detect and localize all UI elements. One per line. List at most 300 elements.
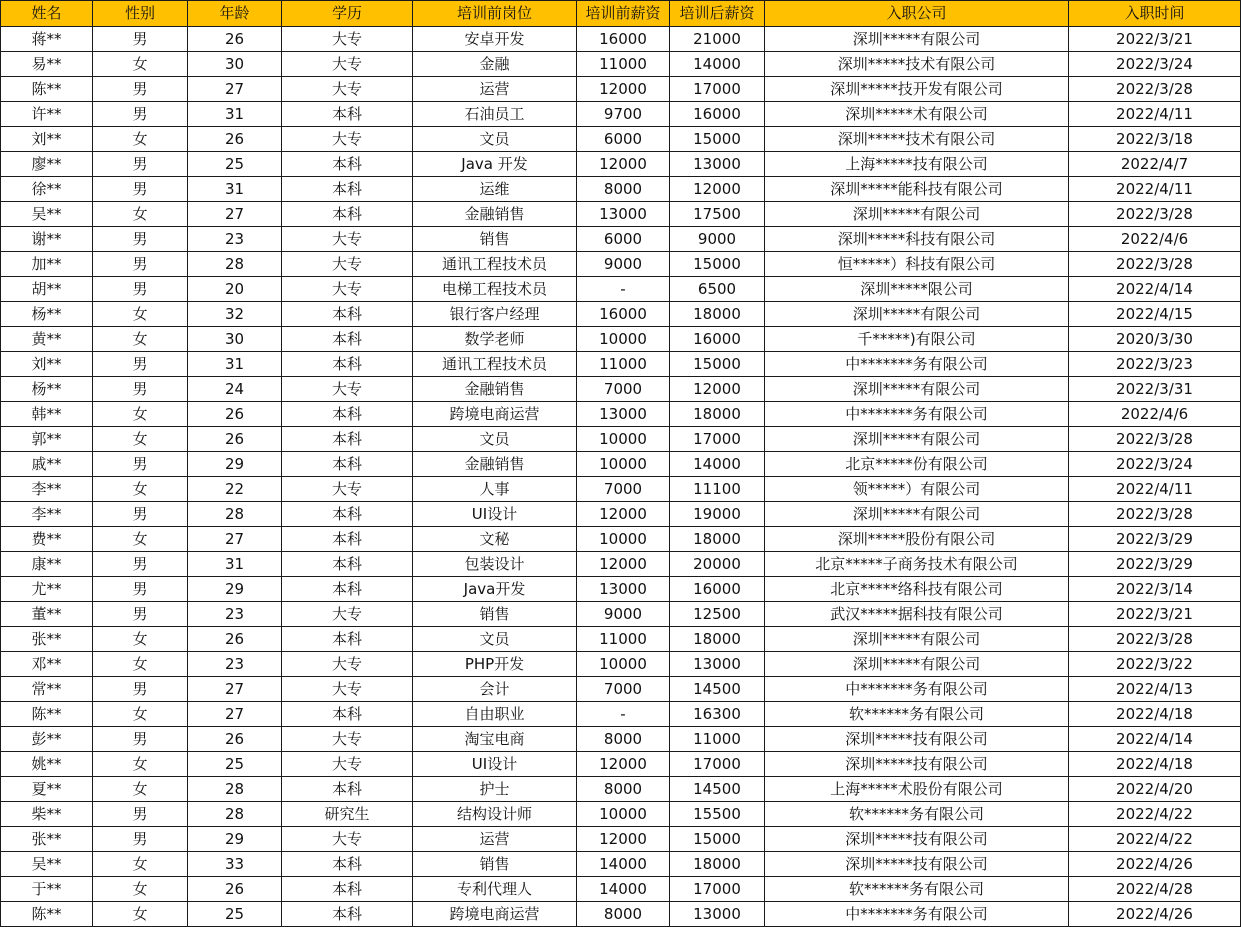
cell-age: 20: [188, 277, 282, 302]
cell-education: 本科: [282, 702, 413, 727]
cell-salary-before: 6000: [577, 127, 670, 152]
cell-company: 软******务有限公司: [765, 702, 1069, 727]
cell-salary-before: 10000: [577, 527, 670, 552]
cell-prev-position: 销售: [413, 602, 577, 627]
cell-salary-before: 12000: [577, 752, 670, 777]
cell-education: 大专: [282, 227, 413, 252]
cell-salary-after: 17000: [670, 752, 765, 777]
cell-prev-position: 护士: [413, 777, 577, 802]
cell-gender: 男: [93, 827, 188, 852]
cell-hire-date: 2022/3/23: [1069, 352, 1241, 377]
table-row: [1, 352, 1241, 377]
cell-hire-date: 2022/3/29: [1069, 552, 1241, 577]
cell-age: 23: [188, 227, 282, 252]
cell-salary-after: 14000: [670, 452, 765, 477]
cell-gender: 男: [93, 27, 188, 52]
cell-prev-position: 文员: [413, 127, 577, 152]
cell-hire-date: 2022/4/11: [1069, 177, 1241, 202]
cell-salary-before: 10000: [577, 327, 670, 352]
cell-gender: 男: [93, 502, 188, 527]
cell-gender: 男: [93, 277, 188, 302]
cell-company: 深圳*****技术有限公司: [765, 52, 1069, 77]
cell-prev-position: 包装设计: [413, 552, 577, 577]
cell-salary-after: 17000: [670, 77, 765, 102]
cell-name: 加**: [1, 252, 93, 277]
cell-age: 25: [188, 152, 282, 177]
cell-prev-position: 银行客户经理: [413, 302, 577, 327]
cell-gender: 女: [93, 402, 188, 427]
cell-salary-after: 16000: [670, 577, 765, 602]
table-row: [1, 577, 1241, 602]
cell-name: 徐**: [1, 177, 93, 202]
cell-hire-date: 2022/4/18: [1069, 752, 1241, 777]
cell-education: 大专: [282, 252, 413, 277]
cell-education: 本科: [282, 427, 413, 452]
cell-gender: 女: [93, 302, 188, 327]
cell-company: 深圳*****限公司: [765, 277, 1069, 302]
cell-company: 深圳*****股份有限公司: [765, 527, 1069, 552]
cell-education: 本科: [282, 527, 413, 552]
table-row: [1, 227, 1241, 252]
table-row: [1, 427, 1241, 452]
cell-age: 22: [188, 477, 282, 502]
cell-company: 软******务有限公司: [765, 877, 1069, 902]
cell-gender: 女: [93, 627, 188, 652]
cell-age: 26: [188, 27, 282, 52]
cell-hire-date: 2022/3/22: [1069, 652, 1241, 677]
cell-salary-before: 13000: [577, 202, 670, 227]
cell-prev-position: 电梯工程技术员: [413, 277, 577, 302]
cell-gender: 女: [93, 752, 188, 777]
cell-salary-before: 10000: [577, 802, 670, 827]
cell-gender: 男: [93, 802, 188, 827]
header-company: 入职公司: [765, 1, 1069, 27]
cell-name: 黄**: [1, 327, 93, 352]
cell-age: 30: [188, 52, 282, 77]
cell-age: 29: [188, 452, 282, 477]
cell-education: 本科: [282, 452, 413, 477]
cell-salary-after: 18000: [670, 852, 765, 877]
cell-education: 本科: [282, 327, 413, 352]
cell-prev-position: 会计: [413, 677, 577, 702]
cell-age: 28: [188, 802, 282, 827]
cell-name: 李**: [1, 502, 93, 527]
cell-hire-date: 2022/4/22: [1069, 802, 1241, 827]
cell-salary-before: 12000: [577, 77, 670, 102]
cell-hire-date: 2022/4/22: [1069, 827, 1241, 852]
cell-prev-position: 运营: [413, 827, 577, 852]
cell-hire-date: 2022/4/6: [1069, 402, 1241, 427]
cell-name: 谢**: [1, 227, 93, 252]
cell-salary-before: -: [577, 277, 670, 302]
cell-salary-after: 16000: [670, 102, 765, 127]
cell-salary-after: 14500: [670, 777, 765, 802]
cell-salary-before: 13000: [577, 402, 670, 427]
cell-education: 本科: [282, 577, 413, 602]
cell-hire-date: 2022/3/29: [1069, 527, 1241, 552]
cell-salary-after: 15000: [670, 352, 765, 377]
cell-name: 吴**: [1, 202, 93, 227]
cell-gender: 女: [93, 327, 188, 352]
cell-name: 康**: [1, 552, 93, 577]
cell-prev-position: Java开发: [413, 577, 577, 602]
cell-education: 本科: [282, 852, 413, 877]
cell-gender: 男: [93, 677, 188, 702]
cell-gender: 男: [93, 452, 188, 477]
cell-hire-date: 2022/3/21: [1069, 27, 1241, 52]
cell-salary-after: 17000: [670, 877, 765, 902]
cell-salary-before: 10000: [577, 652, 670, 677]
cell-education: 本科: [282, 552, 413, 577]
cell-company: 北京*****络科技有限公司: [765, 577, 1069, 602]
cell-age: 31: [188, 352, 282, 377]
cell-hire-date: 2022/3/28: [1069, 202, 1241, 227]
cell-education: 大专: [282, 277, 413, 302]
cell-hire-date: 2022/4/13: [1069, 677, 1241, 702]
cell-hire-date: 2022/3/21: [1069, 602, 1241, 627]
cell-salary-before: 16000: [577, 302, 670, 327]
cell-salary-before: 8000: [577, 902, 670, 927]
cell-salary-before: 10000: [577, 452, 670, 477]
cell-company: 中*******务有限公司: [765, 902, 1069, 927]
cell-age: 31: [188, 552, 282, 577]
table-row: [1, 202, 1241, 227]
cell-name: 李**: [1, 477, 93, 502]
header-row: [1, 1, 1241, 27]
cell-age: 30: [188, 327, 282, 352]
cell-salary-after: 21000: [670, 27, 765, 52]
table-row: [1, 652, 1241, 677]
cell-salary-after: 11100: [670, 477, 765, 502]
cell-salary-before: 9000: [577, 252, 670, 277]
cell-prev-position: 通讯工程技术员: [413, 352, 577, 377]
cell-gender: 男: [93, 227, 188, 252]
table-row: [1, 477, 1241, 502]
cell-hire-date: 2022/4/14: [1069, 727, 1241, 752]
cell-gender: 男: [93, 727, 188, 752]
cell-age: 33: [188, 852, 282, 877]
table-row: [1, 77, 1241, 102]
cell-name: 廖**: [1, 152, 93, 177]
cell-company: 武汉*****据科技有限公司: [765, 602, 1069, 627]
cell-salary-before: 9000: [577, 602, 670, 627]
cell-age: 27: [188, 527, 282, 552]
cell-company: 深圳*****技有限公司: [765, 727, 1069, 752]
cell-hire-date: 2022/4/28: [1069, 877, 1241, 902]
cell-company: 恒*****）科技有限公司: [765, 252, 1069, 277]
cell-salary-after: 16300: [670, 702, 765, 727]
cell-name: 张**: [1, 627, 93, 652]
cell-name: 邓**: [1, 652, 93, 677]
cell-salary-after: 12000: [670, 177, 765, 202]
cell-salary-after: 15000: [670, 252, 765, 277]
cell-age: 29: [188, 827, 282, 852]
cell-gender: 男: [93, 552, 188, 577]
cell-hire-date: 2022/4/26: [1069, 902, 1241, 927]
cell-age: 31: [188, 177, 282, 202]
table-row: [1, 452, 1241, 477]
cell-education: 本科: [282, 202, 413, 227]
cell-salary-after: 18000: [670, 402, 765, 427]
cell-name: 费**: [1, 527, 93, 552]
table-row: [1, 327, 1241, 352]
cell-hire-date: 2022/3/18: [1069, 127, 1241, 152]
table-body: [1, 27, 1241, 927]
cell-prev-position: 金融销售: [413, 377, 577, 402]
cell-education: 研究生: [282, 802, 413, 827]
cell-salary-before: 16000: [577, 27, 670, 52]
cell-age: 27: [188, 202, 282, 227]
cell-name: 胡**: [1, 277, 93, 302]
cell-salary-before: 11000: [577, 52, 670, 77]
cell-company: 上海*****术股份有限公司: [765, 777, 1069, 802]
cell-name: 董**: [1, 602, 93, 627]
table-row: [1, 27, 1241, 52]
cell-hire-date: 2022/4/14: [1069, 277, 1241, 302]
cell-prev-position: 安卓开发: [413, 27, 577, 52]
cell-education: 大专: [282, 377, 413, 402]
cell-education: 大专: [282, 602, 413, 627]
cell-hire-date: 2022/3/28: [1069, 77, 1241, 102]
cell-hire-date: 2022/4/11: [1069, 477, 1241, 502]
cell-education: 本科: [282, 352, 413, 377]
cell-salary-before: 7000: [577, 677, 670, 702]
cell-company: 深圳*****术有限公司: [765, 102, 1069, 127]
cell-hire-date: 2022/4/20: [1069, 777, 1241, 802]
cell-education: 本科: [282, 877, 413, 902]
cell-age: 26: [188, 877, 282, 902]
cell-gender: 女: [93, 877, 188, 902]
cell-salary-before: 10000: [577, 427, 670, 452]
cell-salary-before: 8000: [577, 777, 670, 802]
cell-prev-position: 自由职业: [413, 702, 577, 727]
cell-salary-after: 13000: [670, 902, 765, 927]
table-row: [1, 52, 1241, 77]
cell-gender: 女: [93, 127, 188, 152]
cell-education: 大专: [282, 677, 413, 702]
cell-name: 吴**: [1, 852, 93, 877]
cell-name: 常**: [1, 677, 93, 702]
cell-salary-before: 14000: [577, 877, 670, 902]
cell-hire-date: 2022/3/14: [1069, 577, 1241, 602]
cell-education: 大专: [282, 727, 413, 752]
cell-prev-position: 跨境电商运营: [413, 902, 577, 927]
table-row: [1, 852, 1241, 877]
cell-salary-after: 17000: [670, 427, 765, 452]
cell-gender: 男: [93, 177, 188, 202]
cell-salary-before: 9700: [577, 102, 670, 127]
cell-age: 25: [188, 752, 282, 777]
table-row: [1, 152, 1241, 177]
table-row: [1, 902, 1241, 927]
cell-company: 深圳*****技有限公司: [765, 852, 1069, 877]
cell-salary-before: 11000: [577, 627, 670, 652]
cell-education: 本科: [282, 777, 413, 802]
cell-salary-after: 11000: [670, 727, 765, 752]
cell-gender: 男: [93, 252, 188, 277]
cell-salary-before: 8000: [577, 177, 670, 202]
cell-prev-position: 跨境电商运营: [413, 402, 577, 427]
cell-prev-position: PHP开发: [413, 652, 577, 677]
cell-age: 28: [188, 252, 282, 277]
table-header: [1, 1, 1241, 27]
cell-hire-date: 2022/3/28: [1069, 427, 1241, 452]
cell-hire-date: 2020/3/30: [1069, 327, 1241, 352]
cell-age: 23: [188, 652, 282, 677]
cell-hire-date: 2022/4/15: [1069, 302, 1241, 327]
cell-salary-before: -: [577, 702, 670, 727]
table-row: [1, 727, 1241, 752]
cell-age: 29: [188, 577, 282, 602]
cell-hire-date: 2022/4/7: [1069, 152, 1241, 177]
table-row: [1, 502, 1241, 527]
cell-gender: 女: [93, 777, 188, 802]
cell-name: 蒋**: [1, 27, 93, 52]
cell-salary-after: 17500: [670, 202, 765, 227]
cell-name: 陈**: [1, 702, 93, 727]
cell-gender: 男: [93, 77, 188, 102]
cell-hire-date: 2022/3/28: [1069, 627, 1241, 652]
cell-company: 深圳*****有限公司: [765, 502, 1069, 527]
cell-prev-position: 数学老师: [413, 327, 577, 352]
cell-name: 于**: [1, 877, 93, 902]
cell-salary-before: 7000: [577, 477, 670, 502]
cell-salary-after: 16000: [670, 327, 765, 352]
cell-name: 杨**: [1, 377, 93, 402]
cell-gender: 女: [93, 202, 188, 227]
cell-company: 深圳*****有限公司: [765, 427, 1069, 452]
cell-company: 领*****）有限公司: [765, 477, 1069, 502]
cell-name: 韩**: [1, 402, 93, 427]
cell-name: 姚**: [1, 752, 93, 777]
cell-prev-position: 文员: [413, 627, 577, 652]
cell-company: 深圳*****有限公司: [765, 377, 1069, 402]
table-row: [1, 302, 1241, 327]
cell-salary-after: 12000: [670, 377, 765, 402]
cell-company: 中*******务有限公司: [765, 402, 1069, 427]
table-row: [1, 102, 1241, 127]
cell-prev-position: 销售: [413, 852, 577, 877]
cell-gender: 女: [93, 527, 188, 552]
table-row: [1, 277, 1241, 302]
cell-gender: 男: [93, 352, 188, 377]
cell-age: 27: [188, 77, 282, 102]
cell-age: 27: [188, 677, 282, 702]
cell-name: 张**: [1, 827, 93, 852]
cell-company: 千*****)有限公司: [765, 327, 1069, 352]
cell-name: 杨**: [1, 302, 93, 327]
cell-education: 本科: [282, 102, 413, 127]
table-row: [1, 777, 1241, 802]
cell-salary-after: 18000: [670, 302, 765, 327]
header-age: 年龄: [188, 1, 282, 27]
table-row: [1, 127, 1241, 152]
cell-gender: 女: [93, 852, 188, 877]
cell-company: 软******务有限公司: [765, 802, 1069, 827]
cell-prev-position: 金融销售: [413, 452, 577, 477]
cell-company: 深圳*****有限公司: [765, 652, 1069, 677]
cell-age: 28: [188, 777, 282, 802]
cell-education: 大专: [282, 127, 413, 152]
cell-name: 易**: [1, 52, 93, 77]
cell-company: 中*******务有限公司: [765, 352, 1069, 377]
cell-salary-after: 14000: [670, 52, 765, 77]
cell-prev-position: 通讯工程技术员: [413, 252, 577, 277]
cell-age: 23: [188, 602, 282, 627]
cell-education: 大专: [282, 752, 413, 777]
cell-age: 25: [188, 902, 282, 927]
cell-prev-position: 淘宝电商: [413, 727, 577, 752]
cell-education: 大专: [282, 77, 413, 102]
cell-salary-after: 15000: [670, 127, 765, 152]
cell-hire-date: 2022/4/26: [1069, 852, 1241, 877]
cell-salary-before: 11000: [577, 352, 670, 377]
cell-hire-date: 2022/4/6: [1069, 227, 1241, 252]
cell-company: 深圳*****技有限公司: [765, 752, 1069, 777]
cell-education: 本科: [282, 177, 413, 202]
cell-hire-date: 2022/3/28: [1069, 502, 1241, 527]
cell-age: 31: [188, 102, 282, 127]
cell-prev-position: UI设计: [413, 502, 577, 527]
cell-salary-before: 6000: [577, 227, 670, 252]
cell-salary-after: 18000: [670, 627, 765, 652]
cell-name: 刘**: [1, 352, 93, 377]
cell-education: 本科: [282, 902, 413, 927]
cell-gender: 男: [93, 602, 188, 627]
cell-salary-before: 12000: [577, 152, 670, 177]
cell-hire-date: 2022/3/28: [1069, 252, 1241, 277]
cell-salary-after: 12500: [670, 602, 765, 627]
cell-education: 本科: [282, 302, 413, 327]
cell-education: 本科: [282, 502, 413, 527]
table-row: [1, 602, 1241, 627]
cell-company: 深圳*****科技有限公司: [765, 227, 1069, 252]
cell-education: 大专: [282, 27, 413, 52]
table-row: [1, 827, 1241, 852]
cell-education: 大专: [282, 652, 413, 677]
table-row: [1, 177, 1241, 202]
cell-age: 32: [188, 302, 282, 327]
cell-age: 24: [188, 377, 282, 402]
table-row: [1, 252, 1241, 277]
cell-age: 26: [188, 727, 282, 752]
cell-gender: 男: [93, 577, 188, 602]
cell-name: 陈**: [1, 77, 93, 102]
cell-company: 中*******务有限公司: [765, 677, 1069, 702]
cell-name: 郭**: [1, 427, 93, 452]
cell-prev-position: 运营: [413, 77, 577, 102]
cell-hire-date: 2022/4/18: [1069, 702, 1241, 727]
cell-prev-position: 运维: [413, 177, 577, 202]
cell-age: 26: [188, 402, 282, 427]
cell-gender: 男: [93, 152, 188, 177]
cell-education: 本科: [282, 152, 413, 177]
cell-salary-after: 6500: [670, 277, 765, 302]
table-row: [1, 552, 1241, 577]
cell-salary-before: 12000: [577, 827, 670, 852]
cell-age: 27: [188, 702, 282, 727]
table-row: [1, 377, 1241, 402]
cell-salary-before: 13000: [577, 577, 670, 602]
header-hire-date: 入职时间: [1069, 1, 1241, 27]
cell-gender: 女: [93, 52, 188, 77]
cell-salary-after: 18000: [670, 527, 765, 552]
cell-hire-date: 2022/3/24: [1069, 52, 1241, 77]
cell-salary-after: 9000: [670, 227, 765, 252]
cell-salary-before: 14000: [577, 852, 670, 877]
table-row: [1, 702, 1241, 727]
cell-prev-position: 人事: [413, 477, 577, 502]
